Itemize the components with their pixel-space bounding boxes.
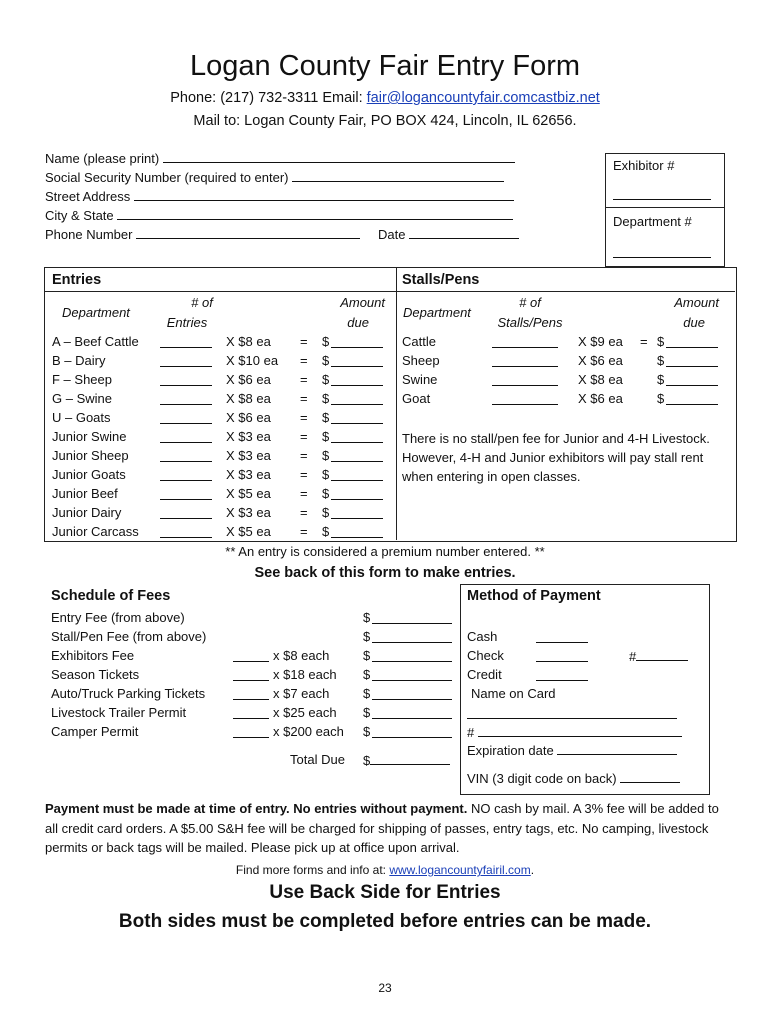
entry-department: A – Beef Cattle <box>52 334 139 349</box>
entry-equals: = <box>300 524 308 539</box>
entry-amount-line[interactable] <box>331 487 383 500</box>
entry-department: G – Swine <box>52 391 112 406</box>
table-row <box>45 467 395 485</box>
city-state-field[interactable]: City & State <box>45 207 513 223</box>
entry-equals: = <box>300 448 308 463</box>
entry-rate: X $5 ea <box>226 486 271 501</box>
entry-count-line[interactable] <box>160 373 212 386</box>
fee-label: Camper Permit <box>51 724 139 739</box>
entry-dollar: $ <box>322 505 330 520</box>
fee-label: Stall/Pen Fee (from above) <box>51 629 207 644</box>
entry-count-line[interactable] <box>160 335 212 348</box>
entry-amount-line[interactable] <box>331 335 383 348</box>
credit-label: Credit <box>467 667 502 682</box>
table-header-rule <box>45 291 735 292</box>
entries-col-amount-1: Amount <box>340 295 385 310</box>
entry-department: Junior Sheep <box>52 448 129 463</box>
cash-line[interactable] <box>536 642 588 643</box>
date-field[interactable]: Date <box>378 226 519 242</box>
entry-dollar: $ <box>322 391 330 406</box>
entry-dollar: $ <box>322 334 330 349</box>
check-label: Check <box>467 648 504 663</box>
entry-rate: X $8 ea <box>226 334 271 349</box>
stall-count-line[interactable] <box>492 373 558 386</box>
table-row <box>45 372 395 390</box>
stall-amount-line[interactable] <box>666 354 718 367</box>
entry-equals: = <box>300 467 308 482</box>
card-number-field[interactable]: # <box>467 724 682 740</box>
entry-department: Junior Swine <box>52 429 127 444</box>
entry-amount-line[interactable] <box>331 468 383 481</box>
phone-field[interactable]: Phone Number <box>45 226 360 242</box>
entry-count-line[interactable] <box>160 411 212 424</box>
fee-label: Season Tickets <box>51 667 140 682</box>
fee-rate: x $18 each <box>273 667 337 682</box>
department-number-line[interactable] <box>613 257 711 258</box>
stall-dollar: $ <box>657 334 665 349</box>
table-row <box>396 372 736 390</box>
entry-equals: = <box>300 391 308 406</box>
table-row <box>51 667 461 685</box>
more-info: Find more forms and info at: www.logancountyfairil.com. <box>235 863 535 877</box>
stall-rate: X $8 ea <box>578 372 623 387</box>
fee-amount-line[interactable] <box>372 630 452 643</box>
entries-col-num-2: Entries <box>166 315 208 330</box>
fee-amount-line[interactable] <box>372 611 452 624</box>
credit-line[interactable] <box>536 680 588 681</box>
fee-dollar: $ <box>363 667 371 682</box>
fee-dollar: $ <box>363 705 371 720</box>
email-link[interactable]: fair@logancountyfair.comcastbiz.net <box>366 90 600 106</box>
stall-equals: = <box>640 334 648 349</box>
fee-quantity-line[interactable] <box>233 687 269 700</box>
stalls-col-num-2: Stalls/Pens <box>497 315 563 330</box>
entry-dollar: $ <box>322 410 330 425</box>
fee-quantity-line[interactable] <box>233 725 269 738</box>
check-line[interactable] <box>536 661 588 662</box>
table-row <box>51 629 461 647</box>
entry-count-line[interactable] <box>160 430 212 443</box>
entry-rate: X $6 ea <box>226 410 271 425</box>
entries-stalls-table <box>44 267 737 542</box>
entry-department: Junior Goats <box>52 467 126 482</box>
table-row <box>51 686 461 704</box>
fee-label: Livestock Trailer Permit <box>51 705 187 720</box>
table-row <box>45 334 395 352</box>
exhibitor-box <box>605 153 725 267</box>
entry-department: B – Dairy <box>52 353 106 368</box>
table-row <box>45 486 395 504</box>
stall-rate: X $9 ea <box>578 334 623 349</box>
entry-count-line[interactable] <box>160 506 212 519</box>
table-row <box>45 410 395 428</box>
form-title: Logan County Fair Entry Form <box>189 50 581 82</box>
exhibitor-label: Exhibitor # <box>613 158 675 173</box>
fee-amount-line[interactable] <box>372 687 452 700</box>
entry-count-line[interactable] <box>160 354 212 367</box>
entries-col-num-1: # of <box>191 295 213 310</box>
total-due-field[interactable]: $ <box>363 752 450 768</box>
fee-dollar: $ <box>363 629 371 644</box>
stall-amount-line[interactable] <box>666 392 718 405</box>
stall-department: Swine <box>402 372 438 387</box>
table-row <box>51 724 461 742</box>
stall-dollar: $ <box>657 353 665 368</box>
cash-label: Cash <box>467 629 498 644</box>
page-number: 23 <box>378 981 392 995</box>
entries-col-amount-2: due <box>347 315 369 330</box>
table-row <box>396 334 736 352</box>
entry-department: U – Goats <box>52 410 111 425</box>
street-field[interactable]: Street Address <box>45 188 514 204</box>
table-row <box>51 610 461 628</box>
entry-equals: = <box>300 429 308 444</box>
entry-equals: = <box>300 353 308 368</box>
stalls-col-amount-2: due <box>683 315 705 330</box>
website-link[interactable]: www.logancountyfairil.com <box>389 863 531 877</box>
entry-count-line[interactable] <box>160 392 212 405</box>
fee-rate: x $7 each <box>273 686 330 701</box>
table-row <box>45 429 395 447</box>
entry-count-line[interactable] <box>160 449 212 462</box>
entry-dollar: $ <box>322 353 330 368</box>
use-back-heading: Use Back Side for Entries <box>269 882 501 903</box>
stalls-note: There is no stall/pen fee for Junior and 4-H Livestock. However, 4-H and Junior exhibitors will pay stall rent when entering in open classes. <box>402 431 710 484</box>
fee-rate: x $25 each <box>273 705 337 720</box>
entry-amount-line[interactable] <box>331 525 383 538</box>
entry-amount-line[interactable] <box>331 411 383 424</box>
entry-equals: = <box>300 505 308 520</box>
entry-equals: = <box>300 334 308 349</box>
entry-amount-line[interactable] <box>331 373 383 386</box>
entry-dollar: $ <box>322 467 330 482</box>
expiration-field[interactable]: Expiration date <box>467 742 677 758</box>
entry-dollar: $ <box>322 429 330 444</box>
total-due-label: Total Due <box>290 752 345 767</box>
exhibitor-divider <box>605 207 725 208</box>
contact-phone-email: Phone: (217) 732-3311 Email: fair@logancountyfair.comcastbiz.net <box>170 90 600 106</box>
ssn-field[interactable]: Social Security Number (required to enter) <box>45 169 504 185</box>
entry-dollar: $ <box>322 372 330 387</box>
stall-department: Goat <box>402 391 431 406</box>
stall-rate: X $6 ea <box>578 353 623 368</box>
mail-to: Mail to: Logan County Fair, PO BOX 424, Lincoln, IL 62656. <box>193 113 577 129</box>
fee-rate: x $200 each <box>273 724 344 739</box>
entry-equals: = <box>300 486 308 501</box>
fee-dollar: $ <box>363 724 371 739</box>
entry-dollar: $ <box>322 524 330 539</box>
both-sides-heading: Both sides must be completed before entries can be made. <box>118 911 652 932</box>
table-row <box>396 353 736 371</box>
see-back-note: See back of this form to make entries. <box>254 565 516 581</box>
stall-department: Cattle <box>402 334 436 349</box>
fee-amount-line[interactable] <box>372 706 452 719</box>
entry-rate: X $3 ea <box>226 467 271 482</box>
schedule-heading: Schedule of Fees <box>51 588 171 604</box>
entry-amount-line[interactable] <box>331 354 383 367</box>
entry-rate: X $3 ea <box>226 448 271 463</box>
vin-field[interactable]: VIN (3 digit code on back) <box>467 770 680 786</box>
name-on-card-label: Name on Card <box>471 686 556 701</box>
fee-dollar: $ <box>363 686 371 701</box>
check-number-field[interactable]: # <box>629 648 688 664</box>
stalls-col-department: Department <box>403 305 471 320</box>
stall-amount-line[interactable] <box>666 335 718 348</box>
payment-box <box>460 584 710 795</box>
entry-amount-line[interactable] <box>331 430 383 443</box>
entry-department: Junior Carcass <box>52 524 139 539</box>
fee-label: Exhibitors Fee <box>51 648 135 663</box>
entries-col-department: Department <box>62 305 130 320</box>
stall-count-line[interactable] <box>492 335 558 348</box>
fee-amount-line[interactable] <box>372 649 452 662</box>
table-row <box>51 648 461 666</box>
payment-notice: Payment must be made at time of entry. No entries without payment. NO cash by mail. A 3% fee will be added to all credit card orders. A $5.00 S&H fee will be charged for shipping of passes, entry tags, etc. No camping, livestock permits or back tags will be mailed. Please pick up at office upon arrival. <box>45 801 719 855</box>
entry-equals: = <box>300 372 308 387</box>
department-label: Department # <box>613 214 692 229</box>
fee-quantity-line[interactable] <box>233 706 269 719</box>
entry-equals: = <box>300 410 308 425</box>
fee-label: Auto/Truck Parking Tickets <box>51 686 206 701</box>
stall-department: Sheep <box>402 353 440 368</box>
entry-rate: X $3 ea <box>226 505 271 520</box>
entries-heading: Entries <box>52 272 102 288</box>
stalls-col-amount-1: Amount <box>674 295 719 310</box>
premium-note: ** An entry is considered a premium number entered. ** <box>225 544 545 559</box>
entry-dollar: $ <box>322 486 330 501</box>
stall-count-line[interactable] <box>492 392 558 405</box>
table-row <box>45 353 395 371</box>
fee-amount-line[interactable] <box>372 668 452 681</box>
entry-rate: X $10 ea <box>226 353 279 368</box>
exhibitor-number-line[interactable] <box>613 199 711 200</box>
entry-count-line[interactable] <box>160 525 212 538</box>
entry-department: F – Sheep <box>52 372 112 387</box>
name-on-card-line[interactable] <box>467 718 677 719</box>
entry-department: Junior Beef <box>52 486 118 501</box>
entry-amount-line[interactable] <box>331 506 383 519</box>
payment-heading: Method of Payment <box>467 588 601 604</box>
table-row <box>396 391 736 409</box>
entry-count-line[interactable] <box>160 468 212 481</box>
table-row <box>45 448 395 466</box>
fee-amount-line[interactable] <box>372 725 452 738</box>
fee-quantity-line[interactable] <box>233 649 269 662</box>
entry-rate: X $6 ea <box>226 372 271 387</box>
fee-label: Entry Fee (from above) <box>51 610 185 625</box>
fee-rate: x $8 each <box>273 648 330 663</box>
table-row <box>45 505 395 523</box>
fee-dollar: $ <box>363 610 371 625</box>
table-row <box>45 524 395 542</box>
stalls-col-num-1: # of <box>519 295 541 310</box>
table-row <box>45 391 395 409</box>
stalls-heading: Stalls/Pens <box>402 272 480 288</box>
stall-dollar: $ <box>657 391 665 406</box>
fee-quantity-line[interactable] <box>233 668 269 681</box>
entry-rate: X $8 ea <box>226 391 271 406</box>
entry-amount-line[interactable] <box>331 392 383 405</box>
entry-department: Junior Dairy <box>52 505 122 520</box>
entry-rate: X $5 ea <box>226 524 271 539</box>
stall-count-line[interactable] <box>492 354 558 367</box>
table-row <box>51 705 461 723</box>
stall-rate: X $6 ea <box>578 391 623 406</box>
entry-amount-line[interactable] <box>331 449 383 462</box>
entry-dollar: $ <box>322 448 330 463</box>
stall-amount-line[interactable] <box>666 373 718 386</box>
fee-dollar: $ <box>363 648 371 663</box>
entry-count-line[interactable] <box>160 487 212 500</box>
name-field[interactable]: Name (please print) <box>45 150 515 166</box>
entry-rate: X $3 ea <box>226 429 271 444</box>
stall-dollar: $ <box>657 372 665 387</box>
